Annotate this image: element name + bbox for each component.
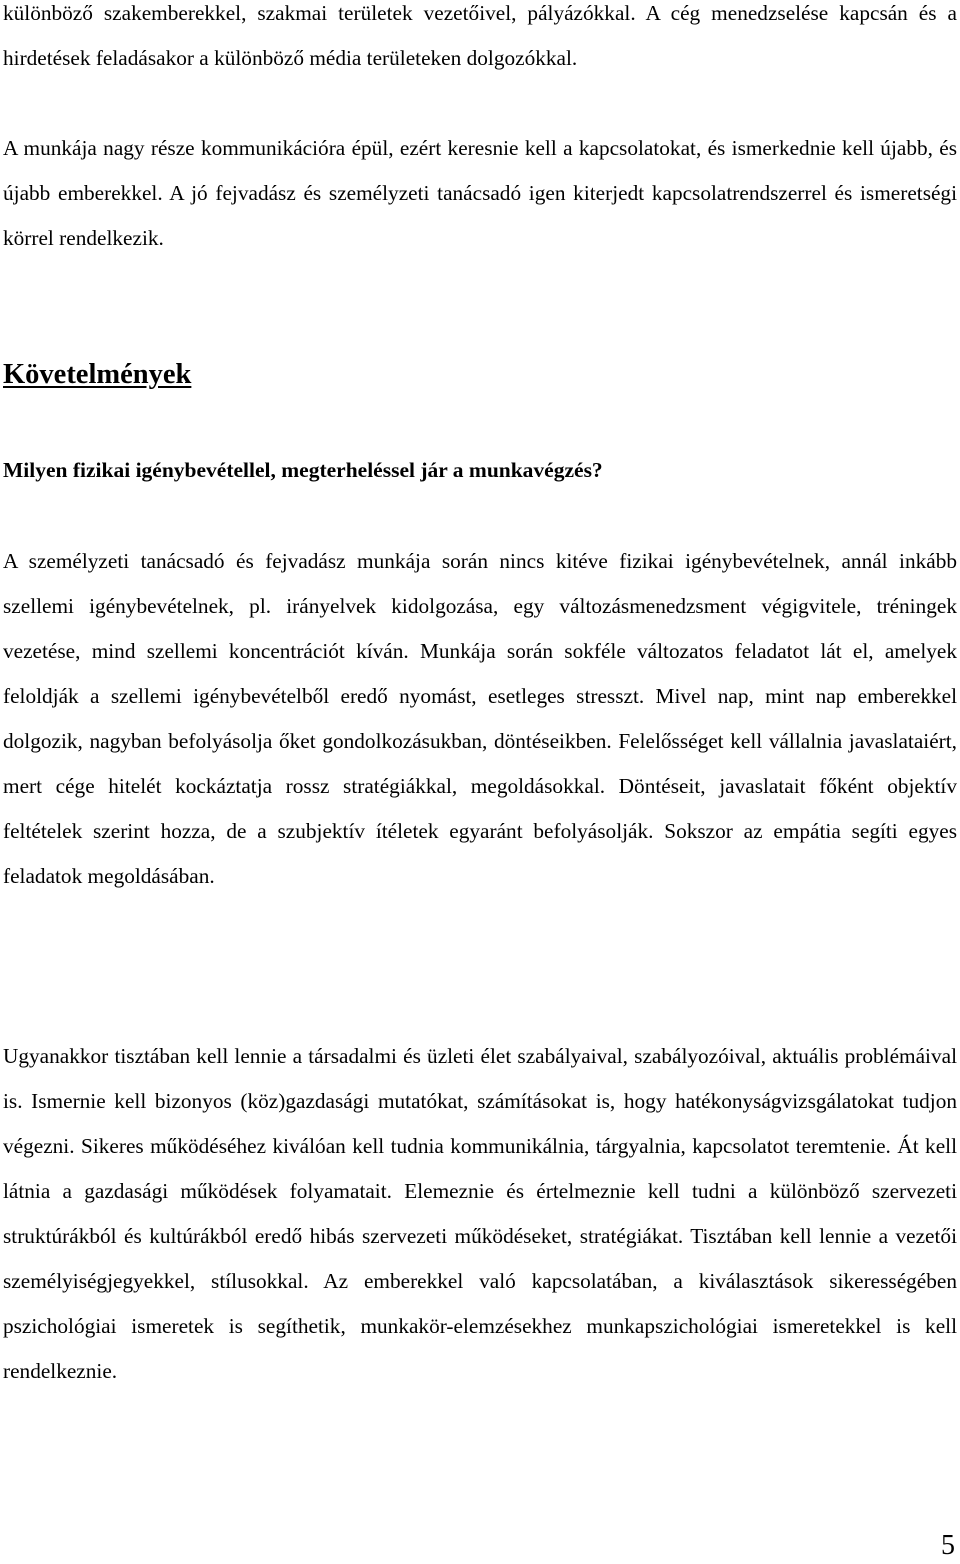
body-paragraph xyxy=(3,539,957,899)
paragraph-text: különböző szakemberekkel, szakmai területek vezetőivel, pályázókkal. A cég menedzselése kapcsán és a hirdetések feladásakor a különböző média területeken dolgozókkal. xyxy=(3,1,957,70)
body-paragraph xyxy=(3,0,957,81)
paragraph-text: A munkája nagy része kommunikációra épül, ezért keresnie kell a kapcsolatokat, és ismerkednie kell újabb, és újabb emberekkel. A jó fejvadász és személyzeti tanácsadó igen kiterjedt kapcsolatrendszerrel és ismeretségi körrel rendelkezik. xyxy=(3,136,957,250)
question-heading: Milyen fizikai igénybevétellel, megterheléssel jár a munkavégzés? xyxy=(3,458,603,482)
paragraph-text: A személyzeti tanácsadó és fejvadász munkája során nincs kitéve fizikai igénybevételnek, annál inkább szellemi igénybevételnek, pl. irányelvek kidolgozása, egy változásmenedzsment végigvitele, tréningek vezetése, mind szellemi koncentrációt kíván. Munkája során sokféle változatos feladatot lát el, amelyek feloldják a szellemi igénybevételből eredő nyomást, esetleges stresszt. Mivel nap, mint nap emberekkel dolgozik, nagyban befolyásolja őket gondolkozásukban, döntéseikben. Felelősséget kell vállalnia javaslataiért, mert cége hitelét kockáztatja rossz stratégiákkal, megoldásokkal. Döntéseit, javaslatait főként objektív feltételek szerint hozza, de a szubjektív ítéletek egyaránt befolyásolják. Sokszor az empátia segíti egyes feladatok megoldásában. xyxy=(3,549,957,888)
body-paragraph xyxy=(3,126,957,261)
paragraph-text: Ugyanakkor tisztában kell lennie a társadalmi és üzleti élet szabályaival, szabályozóival, aktuális problémáival is. Ismernie kell bizonyos (köz)gazdasági mutatókat, számításokat is, hogy hatékonyságvizsgálatokat tudjon végezni. Sikeres működéséhez kiválóan kell tudnia kommunikálnia, tárgyalnia, kapcsolatot teremtenie. Át kell látnia a gazdasági működések folyamatait. Elemeznie és értelmeznie kell tudni a különböző szervezeti struktúrákból és kultúrákból eredő hibás szervezeti működéseket, stratégiákat. Tisztában kell lennie a vezetői személyiségjegyekkel, stílusokkal. Az emberekkel való kapcsolatában, a kiválasztások sikerességében pszichológiai ismeretek is segíthetik, munkakör-elemzésekhez munkapszichológiai ismeretekkel is kell rendelkeznie. xyxy=(3,1044,957,1383)
body-paragraph xyxy=(3,1034,957,1394)
page-number: 5 xyxy=(941,1530,955,1561)
section-heading: Követelmények xyxy=(3,359,192,390)
